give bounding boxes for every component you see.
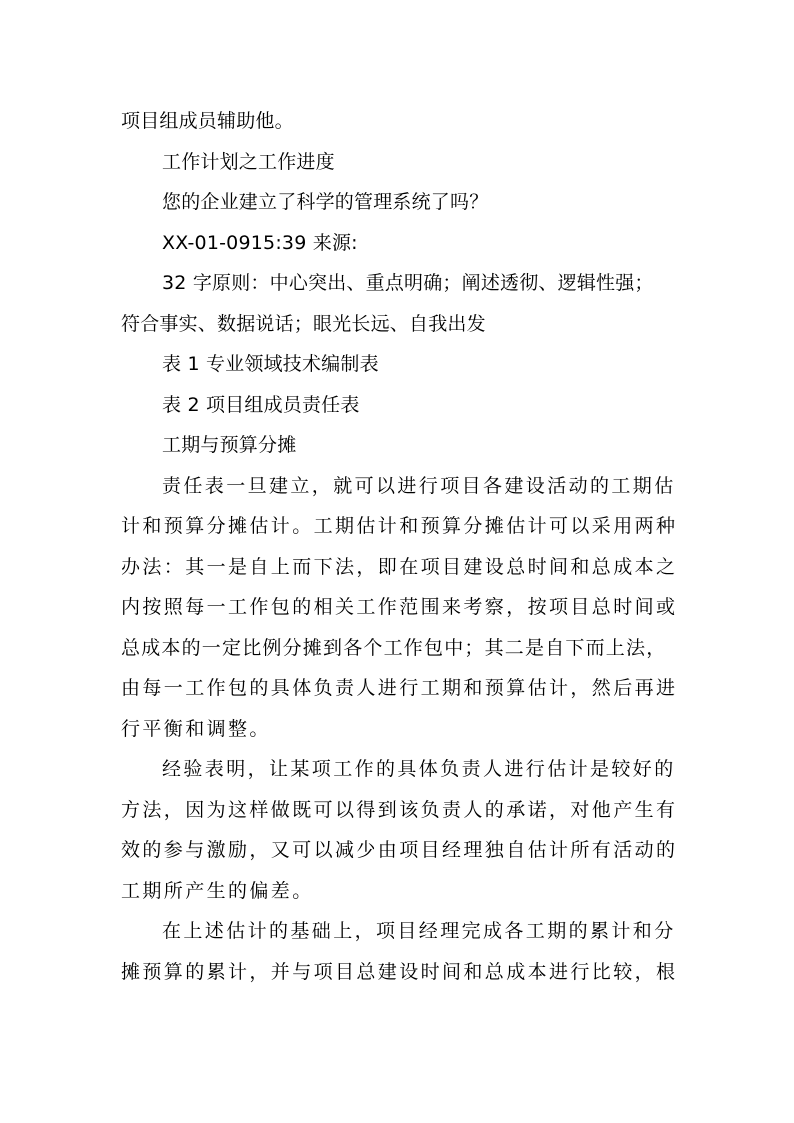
paragraph-line: 内按照每一工作包的相关工作范围来考察，按项目总时间或 — [121, 596, 678, 618]
text-line: 符合事实、数据说话；眼光长远、自我出发 — [121, 312, 486, 335]
paragraph-line: 总成本的一定比例分摊到各个工作包中；其二是自下而上法， — [121, 636, 667, 659]
section-heading: 工期与预算分摊 — [162, 434, 297, 456]
table-caption: 表 2 项目组成员责任表 — [162, 393, 360, 416]
text-line: 项目组成员辅助他。 — [121, 110, 294, 132]
paragraph-line: 效的参与激励，又可以减少由项目经理独自估计所有活动的 — [121, 839, 678, 861]
paragraph-line: 工期所产生的偏差。 — [121, 879, 314, 902]
text-line: 32 字原则：中心突出、重点明确；阐述透彻、逻辑性强； — [162, 272, 654, 294]
paragraph-line: 摊预算的累计，并与项目总建设时间和总成本进行比较，根 — [121, 960, 678, 983]
paragraph-line: 在上述估计的基础上，项目经理完成各工期的累计和分 — [162, 920, 676, 942]
paragraph-line: 经验表明，让某项工作的具体负责人进行估计是较好的 — [162, 758, 676, 780]
document-body — [121, 101, 678, 992]
text-line: XX-01-0915:39 来源: — [162, 231, 358, 254]
paragraph-line: 方法，因为这样做既可以得到该负责人的承诺，对他产生有 — [121, 798, 678, 821]
paragraph-line: 责任表一旦建立，就可以进行项目各建设活动的工期估 — [162, 474, 676, 497]
paragraph-line: 由每一工作包的具体负责人进行工期和预算估计，然后再进 — [121, 677, 678, 699]
text-line: 您的企业建立了科学的管理系统了吗？ — [162, 191, 489, 213]
paragraph-line: 行平衡和调整。 — [121, 717, 271, 740]
table-caption: 表 1 专业领域技术编制表 — [162, 353, 379, 375]
paragraph-line: 计和预算分摊估计。工期估计和预算分摊估计可以采用两种 — [121, 515, 678, 537]
paragraph-line: 办法：其一是自上而下法，即在项目建设总时间和总成本之 — [121, 555, 678, 578]
section-heading: 工作计划之工作进度 — [162, 150, 335, 173]
